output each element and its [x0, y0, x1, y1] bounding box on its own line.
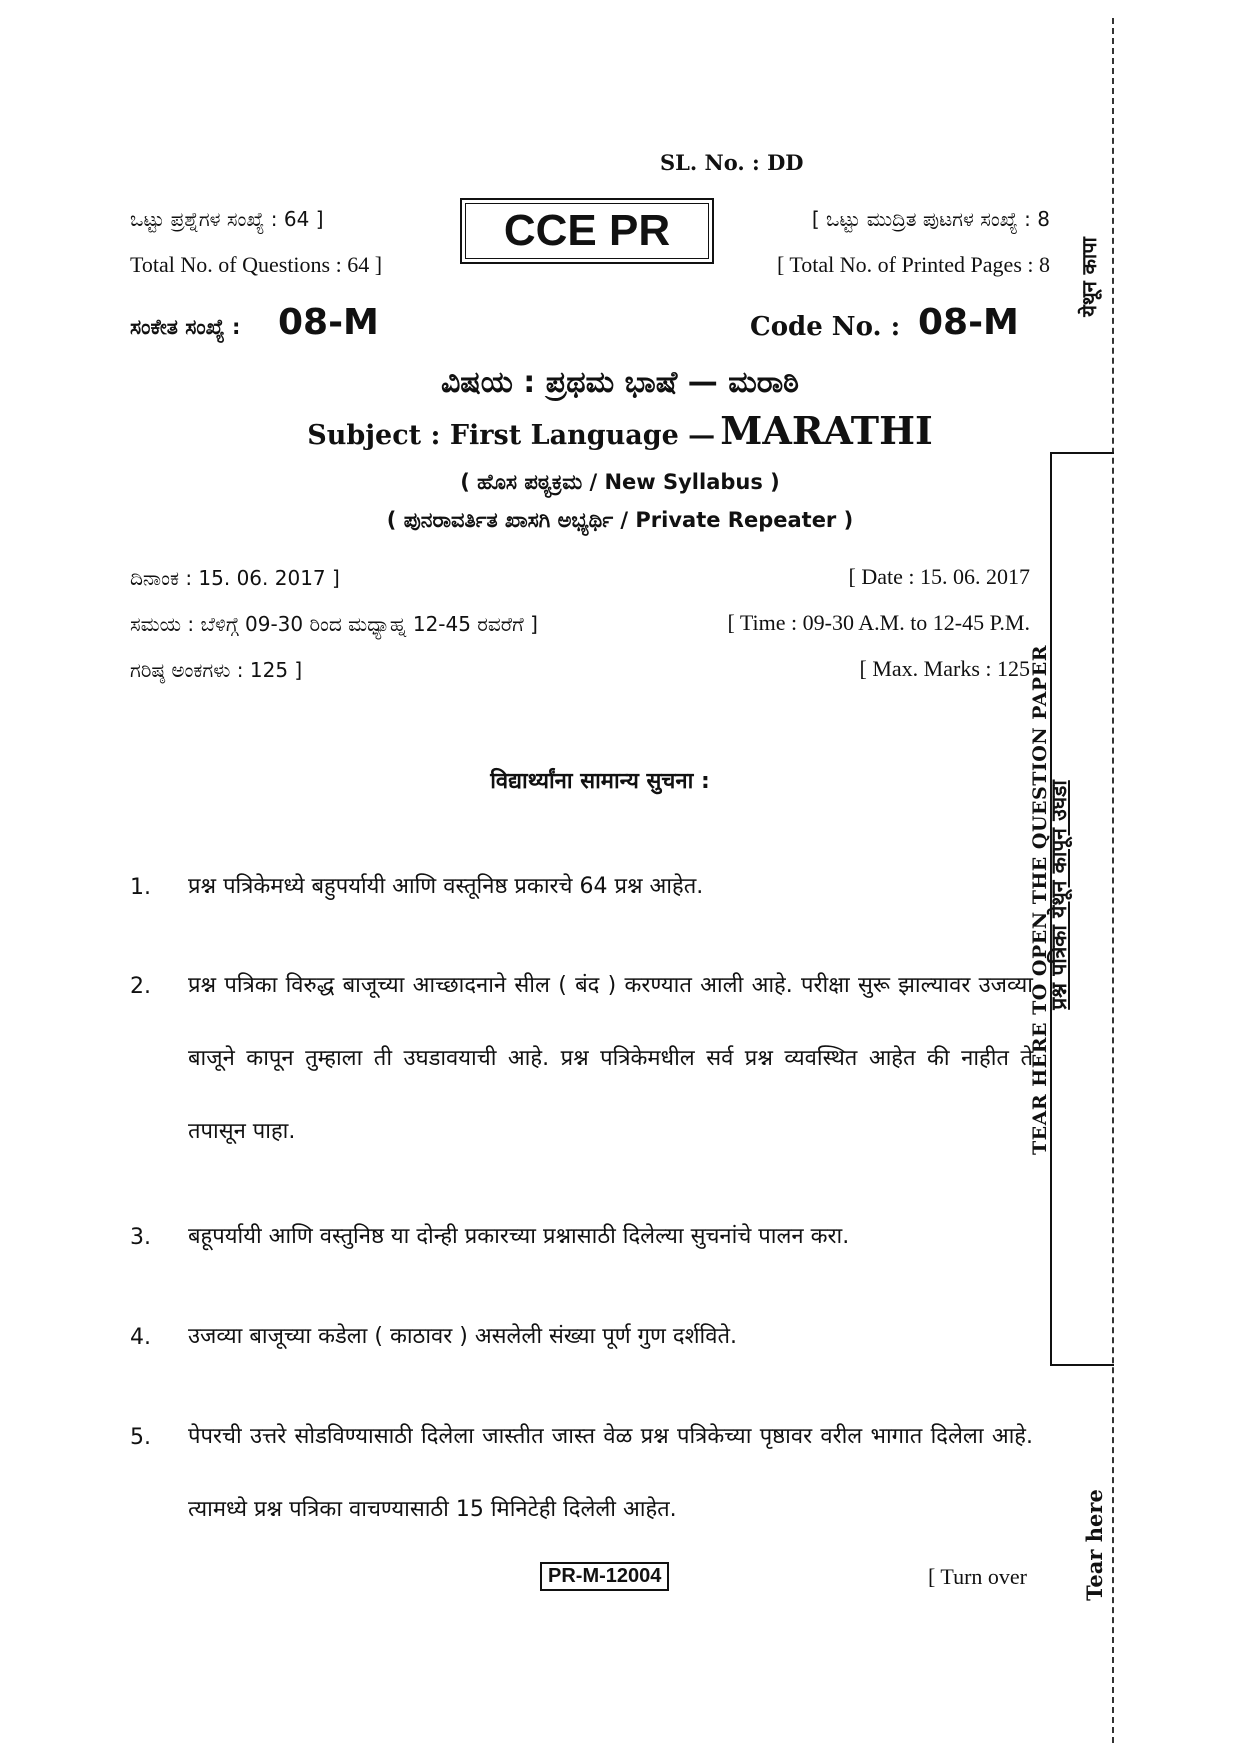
- code-number-english-label: Code No. :: [750, 312, 901, 342]
- instruction-number: 2.: [130, 974, 151, 999]
- max-marks-english: [ Max. Marks : 125: [859, 656, 1030, 681]
- instruction-text: पेपरची उत्तरे सोडविण्यासाठी दिलेला जास्तीत जास्त वेळ प्रश्न पत्रिकेच्या पृष्ठावर वरील भागात दिलेला आहे. त्यामध्ये प्रश्न पत्रिका वाचण्यासाठी 15 मिनिटेही दिलेली आहेत.: [188, 1424, 1033, 1522]
- instruction-text: बहूपर्यायी आणि वस्तुनिष्ठ या दोन्ही प्रकारच्या प्रश्नासाठी दिलेल्या सुचनांचे पालन करा.: [188, 1224, 850, 1249]
- cut-here-marathi: येथून कापा: [1077, 237, 1101, 317]
- instruction-text: उजव्या बाजूच्या कडेला ( काठावर ) असलेली संख्या पूर्ण गुण दर्शविते.: [188, 1324, 738, 1349]
- subject-english-value: MARATHI: [720, 408, 933, 453]
- exam-type-box: [460, 198, 714, 264]
- instruction-number: 4.: [130, 1325, 151, 1350]
- max-marks-kannada: ಗರಿಷ್ಠ ಅಂಕಗಳು : 125 ]: [130, 658, 303, 682]
- paper-code-box: PR-M-12004: [540, 1562, 669, 1591]
- tear-to-open-english: TEAR HERE TO OPEN THE QUESTION PAPER: [1029, 645, 1051, 1155]
- total-questions-kannada: ಒಟ್ಟು ಪ್ರಶ್ನೆಗಳ ಸಂಖ್ಯೆ : 64 ]: [130, 207, 324, 231]
- turn-over-note: [ Turn over: [928, 1564, 1028, 1589]
- instruction-number: 5.: [130, 1425, 151, 1450]
- candidate-type-line: ( ಪುನರಾವರ್ತಿತ ಖಾಸಗಿ ಅಭ್ಯರ್ಥಿ / Private Repeater ): [386, 508, 854, 532]
- instruction-text: प्रश्न पत्रिकेमध्ये बहुपर्यायी आणि वस्तूनिष्ठ प्रकारचे 64 प्रश्न आहेत.: [188, 874, 704, 899]
- total-pages-english: [ Total No. of Printed Pages : 8: [776, 252, 1050, 277]
- code-number-english-value: 08-M: [918, 302, 1019, 343]
- time-kannada: ಸಮಯ : ಬೆಳಿಗ್ಗೆ 09-30 ರಿಂದ ಮಧ್ಯಾಹ್ನ 12-45 ರವರೆಗೆ ]: [130, 612, 538, 636]
- serial-number: SL. No. : DD: [660, 150, 804, 175]
- exam-type-label: CCE PR: [503, 206, 671, 255]
- total-questions-english: Total No. of Questions : 64 ]: [130, 252, 383, 277]
- instruction-text: प्रश्न पत्रिका विरुद्ध बाजूच्या आच्छादनाने सील ( बंद ) करण्यात आली आहे. परीक्षा सुरू झाल्यावर उजव्या बाजूने कापून तुम्हाला ती उघडावयाची आहे. प्रश्न पत्रिकेमधील सर्व प्रश्न व्यवस्थित आहेत की नाहीत ते तपासून पाहा.: [188, 973, 1033, 1144]
- instruction-number: 3.: [130, 1225, 151, 1250]
- tear-to-open-marathi: प्रश्न पत्रिका येथून कापून उघडा: [1047, 780, 1071, 1010]
- subject-english-label: Subject : First Language —: [307, 420, 716, 451]
- date-english: [ Date : 15. 06. 2017: [848, 564, 1030, 589]
- instructions-heading: विद्यार्थ्यांना सामान्य सुचना :: [490, 769, 710, 794]
- code-number-kannada-label: ಸಂಕೇತ ಸಂಖ್ಯೆ :: [130, 315, 241, 339]
- subject-english: [0, 408, 1240, 453]
- tear-here-label: Tear here: [1082, 1489, 1107, 1601]
- subject-kannada: ವಿಷಯ : ಪ್ರಥಮ ಭಾಷೆ — ಮರಾಠಿ: [440, 365, 800, 400]
- time-english: [ Time : 09-30 A.M. to 12-45 P.M.: [727, 610, 1030, 635]
- instruction-number: 1.: [130, 875, 151, 900]
- total-pages-kannada: [ ಒಟ್ಟು ಮುದ್ರಿತ ಪುಟಗಳ ಸಂಖ್ಯೆ : 8: [811, 207, 1050, 231]
- code-number-kannada-value: 08-M: [278, 302, 379, 343]
- date-kannada: ದಿನಾಂಕ : 15. 06. 2017 ]: [130, 566, 340, 590]
- syllabus-line: ( ಹೊಸ ಪಠ್ಯಕ್ರಮ / New Syllabus ): [460, 470, 780, 494]
